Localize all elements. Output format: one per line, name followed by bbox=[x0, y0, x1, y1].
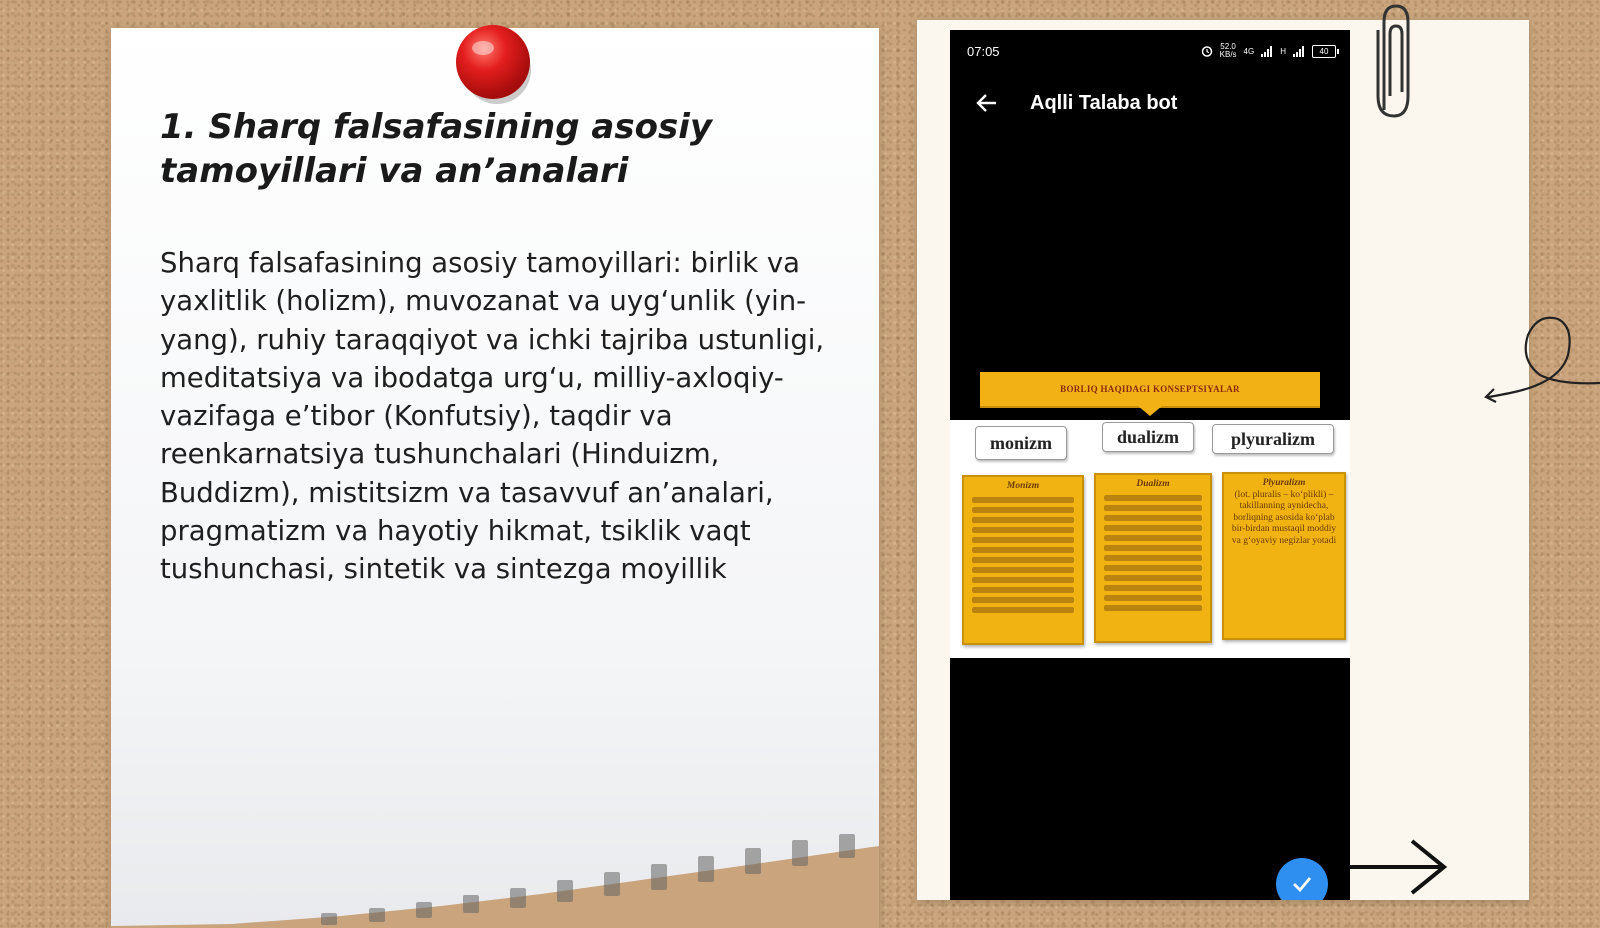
concept-label-plyuralizm: plyuralizm bbox=[1212, 424, 1334, 454]
status-bar bbox=[950, 30, 1350, 72]
confirm-fab-button[interactable] bbox=[1276, 858, 1328, 900]
concept-card-dualizm bbox=[1094, 473, 1212, 643]
concept-card-plyuralizm bbox=[1222, 472, 1346, 640]
network-speed bbox=[1220, 43, 1237, 59]
concept-label-dualizm: dualizm bbox=[1102, 422, 1194, 452]
back-button[interactable] bbox=[962, 83, 1012, 123]
concept-card-monizm bbox=[962, 475, 1084, 645]
battery-icon: 40 bbox=[1312, 45, 1336, 58]
checkmark-icon bbox=[1290, 872, 1314, 896]
arrow-left-icon bbox=[976, 92, 998, 114]
card-title-plyuralizm: Plyuralizm bbox=[1262, 478, 1306, 488]
network-speed-unit: KB/s bbox=[1219, 50, 1237, 59]
card-title-monizm: Monizm bbox=[1006, 481, 1040, 491]
phone-screen bbox=[950, 30, 1350, 900]
image-header-pointer bbox=[1138, 406, 1162, 416]
arrow-right-doodle bbox=[1340, 835, 1450, 895]
note-body-text: Sharq falsafasining asosiy tamoyillari: birlik va yaxlitlik (holizm), muvozanat va uyg‘unlik (yin-yang), ruhiy taraqqiyot va ichki tajriba ustunligi, meditatsiya va ibodatga urg‘u, milliy-axloqiy-vazifaga e’tibor (Konfutsiy), taqdir va reenkarnatsiya tushunchalari (Hinduizm, Buddizm), mistitsizm va tasavvuf an’analari, pragmatizm va hayotiy hikmat, tsiklik vaqt tushunchasi, sintetik va sintezga moyillik bbox=[160, 247, 825, 586]
torn-paper-edge bbox=[111, 828, 879, 928]
signal-bars-icon bbox=[1261, 46, 1273, 57]
status-icons bbox=[1201, 43, 1336, 59]
concept-label-monizm: monizm bbox=[975, 426, 1067, 460]
loop-arrow-doodle bbox=[1470, 305, 1600, 415]
paperclip-icon bbox=[1370, 0, 1420, 125]
alarm-clock-icon bbox=[1201, 45, 1213, 57]
signal-bars-icon bbox=[1293, 46, 1305, 57]
app-header bbox=[950, 72, 1350, 134]
card-text-plyuralizm: (lot. pluralis – ko‘plikli) – takillanning aynidecha, borliqning asosida ko‘plab bir-birdan mustaqil moddiy va g‘oyaviy negizlar yotadi bbox=[1231, 489, 1337, 546]
note-title: 1. Sharq falsafasining asosiy tamoyillari va an’analari bbox=[160, 107, 713, 191]
image-header-bar: BORLIQ HAQIDAGI KONSEPTSIYALAR bbox=[980, 372, 1320, 408]
card-title-dualizm: Dualizm bbox=[1136, 479, 1170, 489]
shared-image[interactable] bbox=[950, 340, 1350, 658]
network-h-label: H bbox=[1280, 46, 1286, 56]
push-pin-icon bbox=[453, 22, 535, 104]
image-content bbox=[950, 420, 1350, 658]
network-speed-value: 52.0 bbox=[1220, 42, 1236, 51]
app-title: Aqlli Talaba bot bbox=[1030, 91, 1178, 114]
status-time: 07:05 bbox=[967, 44, 1000, 59]
network-generation: 4G bbox=[1243, 46, 1255, 56]
